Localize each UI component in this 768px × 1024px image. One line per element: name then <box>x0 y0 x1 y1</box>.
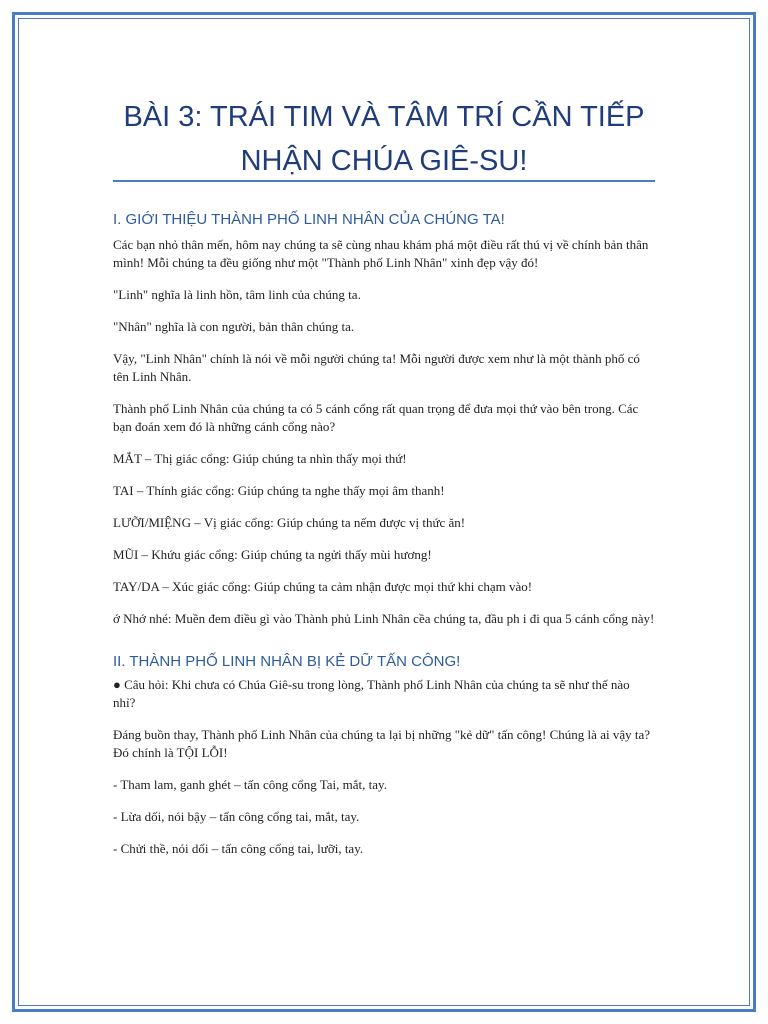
reminder-note: ớ Nhớ nhé: Muền đem điều gì vào Thành phủ Linh Nhân cềa chúng ta, đầu ph i đi qua 5 cánh cổng này! <box>113 611 655 626</box>
document-body <box>113 210 655 872</box>
gate-item-hands: TAY/DA – Xúc giác cổng: Giúp chúng ta cảm nhận được mọi thứ khi chạm vào! <box>113 579 533 594</box>
paragraph: "Nhân" nghĩa là con người, bản thân chúng ta. <box>113 319 355 334</box>
section-heading-attack: II. THÀNH PHỐ LINH NHÂN BỊ KẺ DỮ TẤN CÔNG! <box>113 653 461 670</box>
sin-list-item: - Lừa dối, nói bậy – tấn công cổng tai, mắt, tay. <box>113 809 360 824</box>
question-paragraph: ● Câu hỏi: Khi chưa có Chúa Giê-su trong lòng, Thành phố Linh Nhân của chúng ta sẽ như thế nào nhỉ? <box>113 677 630 710</box>
paragraph: Thành phố Linh Nhân của chúng ta có 5 cánh cổng rất quan trọng để đưa mọi thứ vào bên trong. Các bạn đoán xem đó là những cánh cổng nào? <box>113 401 639 434</box>
paragraph: Vậy, "Linh Nhân" chính là nói về mỗi người chúng ta! Mỗi người được xem như là một thành phố có tên Linh Nhân. <box>113 351 640 384</box>
paragraph: Đáng buồn thay, Thành phố Linh Nhân của chúng ta lại bị những "kẻ dữ" tấn công! Chúng là ai vậy ta? Đó chính là TỘI LỖI! <box>113 727 650 760</box>
section-heading-intro: I. GIỚI THIỆU THÀNH PHỐ LINH NHÂN CỦA CHÚNG TA! <box>113 211 505 228</box>
gate-item-nose: MŨI – Khứu giác cổng: Giúp chúng ta ngửi thấy mùi hương! <box>113 547 432 562</box>
paragraph: "Linh" nghĩa là linh hồn, tâm linh của chúng ta. <box>113 287 361 302</box>
document-title: BÀI 3: TRÁI TIM VÀ TÂM TRÍ CẦN TIẾP NHẬN CHÚA GIÊ-SU! <box>123 101 645 177</box>
gate-item-eyes: MẮT – Thị giác cổng: Giúp chúng ta nhìn thấy mọi thứ! <box>113 451 407 466</box>
gate-item-tongue: LƯỠI/MIỆNG – Vị giác cổng: Giúp chúng ta nếm được vị thức ăn! <box>113 515 466 530</box>
paragraph: Các bạn nhỏ thân mến, hôm nay chúng ta sẽ cùng nhau khám phá một điều rất thú vị về chính bản thân mình! Mỗi chúng ta đều giống như một "Thành phố Linh Nhân" xinh đẹp vậy đó! <box>113 237 649 270</box>
sin-list-item: - Tham lam, ganh ghét – tấn công cổng Tai, mắt, tay. <box>113 777 387 792</box>
title-divider <box>113 180 655 182</box>
gate-item-ears: TAI – Thính giác cổng: Giúp chúng ta nghe thấy mọi âm thanh! <box>113 483 445 498</box>
sin-list-item: - Chửi thề, nói dối – tấn công cổng tai, lưỡi, tay. <box>113 841 364 856</box>
